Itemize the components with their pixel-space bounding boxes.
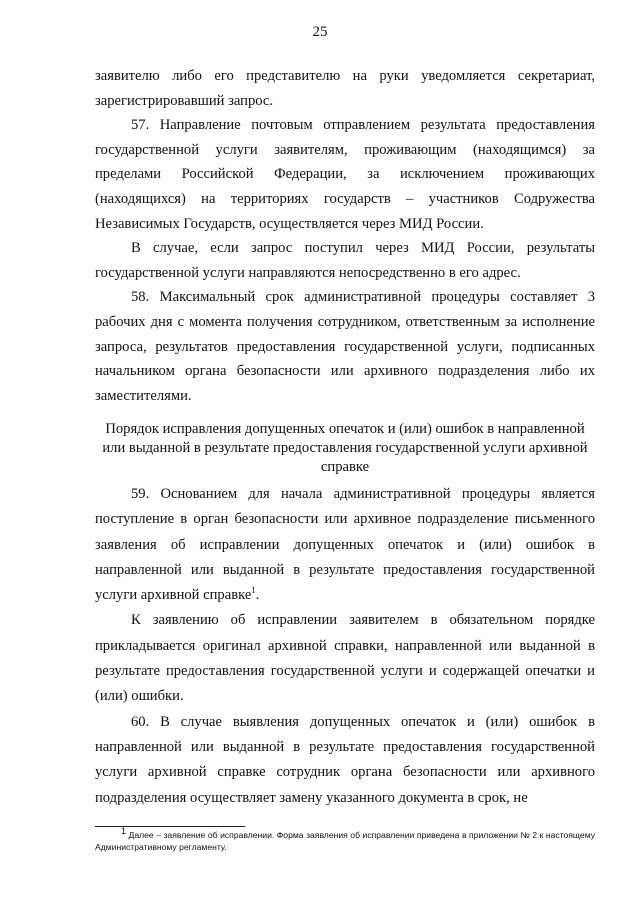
footnote-marker: 1 <box>121 826 127 837</box>
paragraph-58: 58. Максимальный срок административной процедуры составляет 3 рабочих дня с момента получения сотрудником, ответственным за исполнение запроса, результатов предоставления государственной услуги, подписанных начальником органа безопасности или архивного подразделения либо их заместителями. <box>95 289 595 404</box>
paragraph-59-attachment: К заявлению об исправлении заявителем в обязательном порядке прикладывается оригинал архивной справки, направленной или выданной в результате предоставления государственной услуги и содержащей опечатки и (или) ошибки. <box>95 612 595 705</box>
paragraph-57: 57. Направление почтовым отправлением результата предоставления государственной услуги заявителям, проживающим (находящимся) за пределами Российской Федерации, за исключением проживающих (находящихся) на территориях государств – участников Содружества Независимых Государств, осуществляется через МИД России. <box>95 117 595 232</box>
footnote-divider <box>95 826 245 827</box>
paragraph-59 <box>95 482 595 608</box>
paragraph-continuation: заявителю либо его представителю на руки уведомляется секретариат, зарегистрировавший запрос. <box>95 68 595 109</box>
section-heading: Порядок исправления допущенных опечаток и (или) ошибок в направленной или выданной в результате предоставления государственной услуги архивной справке <box>102 421 588 475</box>
page-number: 25 <box>312 24 328 40</box>
footnote-text: Далее – заявление об исправлении. Форма заявления об исправлении приведена в приложении № 2 к настоящему Административному регламенту. <box>95 830 595 852</box>
footnote-reference: 1 <box>251 585 256 596</box>
paragraph-59-text: 59. Основанием для начала административной процедуры является поступление в орган безопасности или архивное подразделение письменного заявления об исправлении допущенных опечаток и (или) ошибок в направленной или выданной в результате предоставления государственной услуги архивной справке <box>95 486 595 604</box>
paragraph-59-end: . <box>255 587 260 604</box>
paragraph-57-case: В случае, если запрос поступил через МИД России, результаты государственной услуги направляются непосредственно в его адрес. <box>95 240 595 281</box>
section-a <box>95 64 595 408</box>
paragraph-60: 60. В случае выявления допущенных опечаток и (или) ошибок в направленной или выданной в результате предоставления государственной услуги архивной справке сотрудник органа безопасности или архивного подразделения осуществляет замену указанного документа в срок, не <box>95 713 595 806</box>
section-b <box>95 482 595 811</box>
footnote <box>95 826 595 853</box>
